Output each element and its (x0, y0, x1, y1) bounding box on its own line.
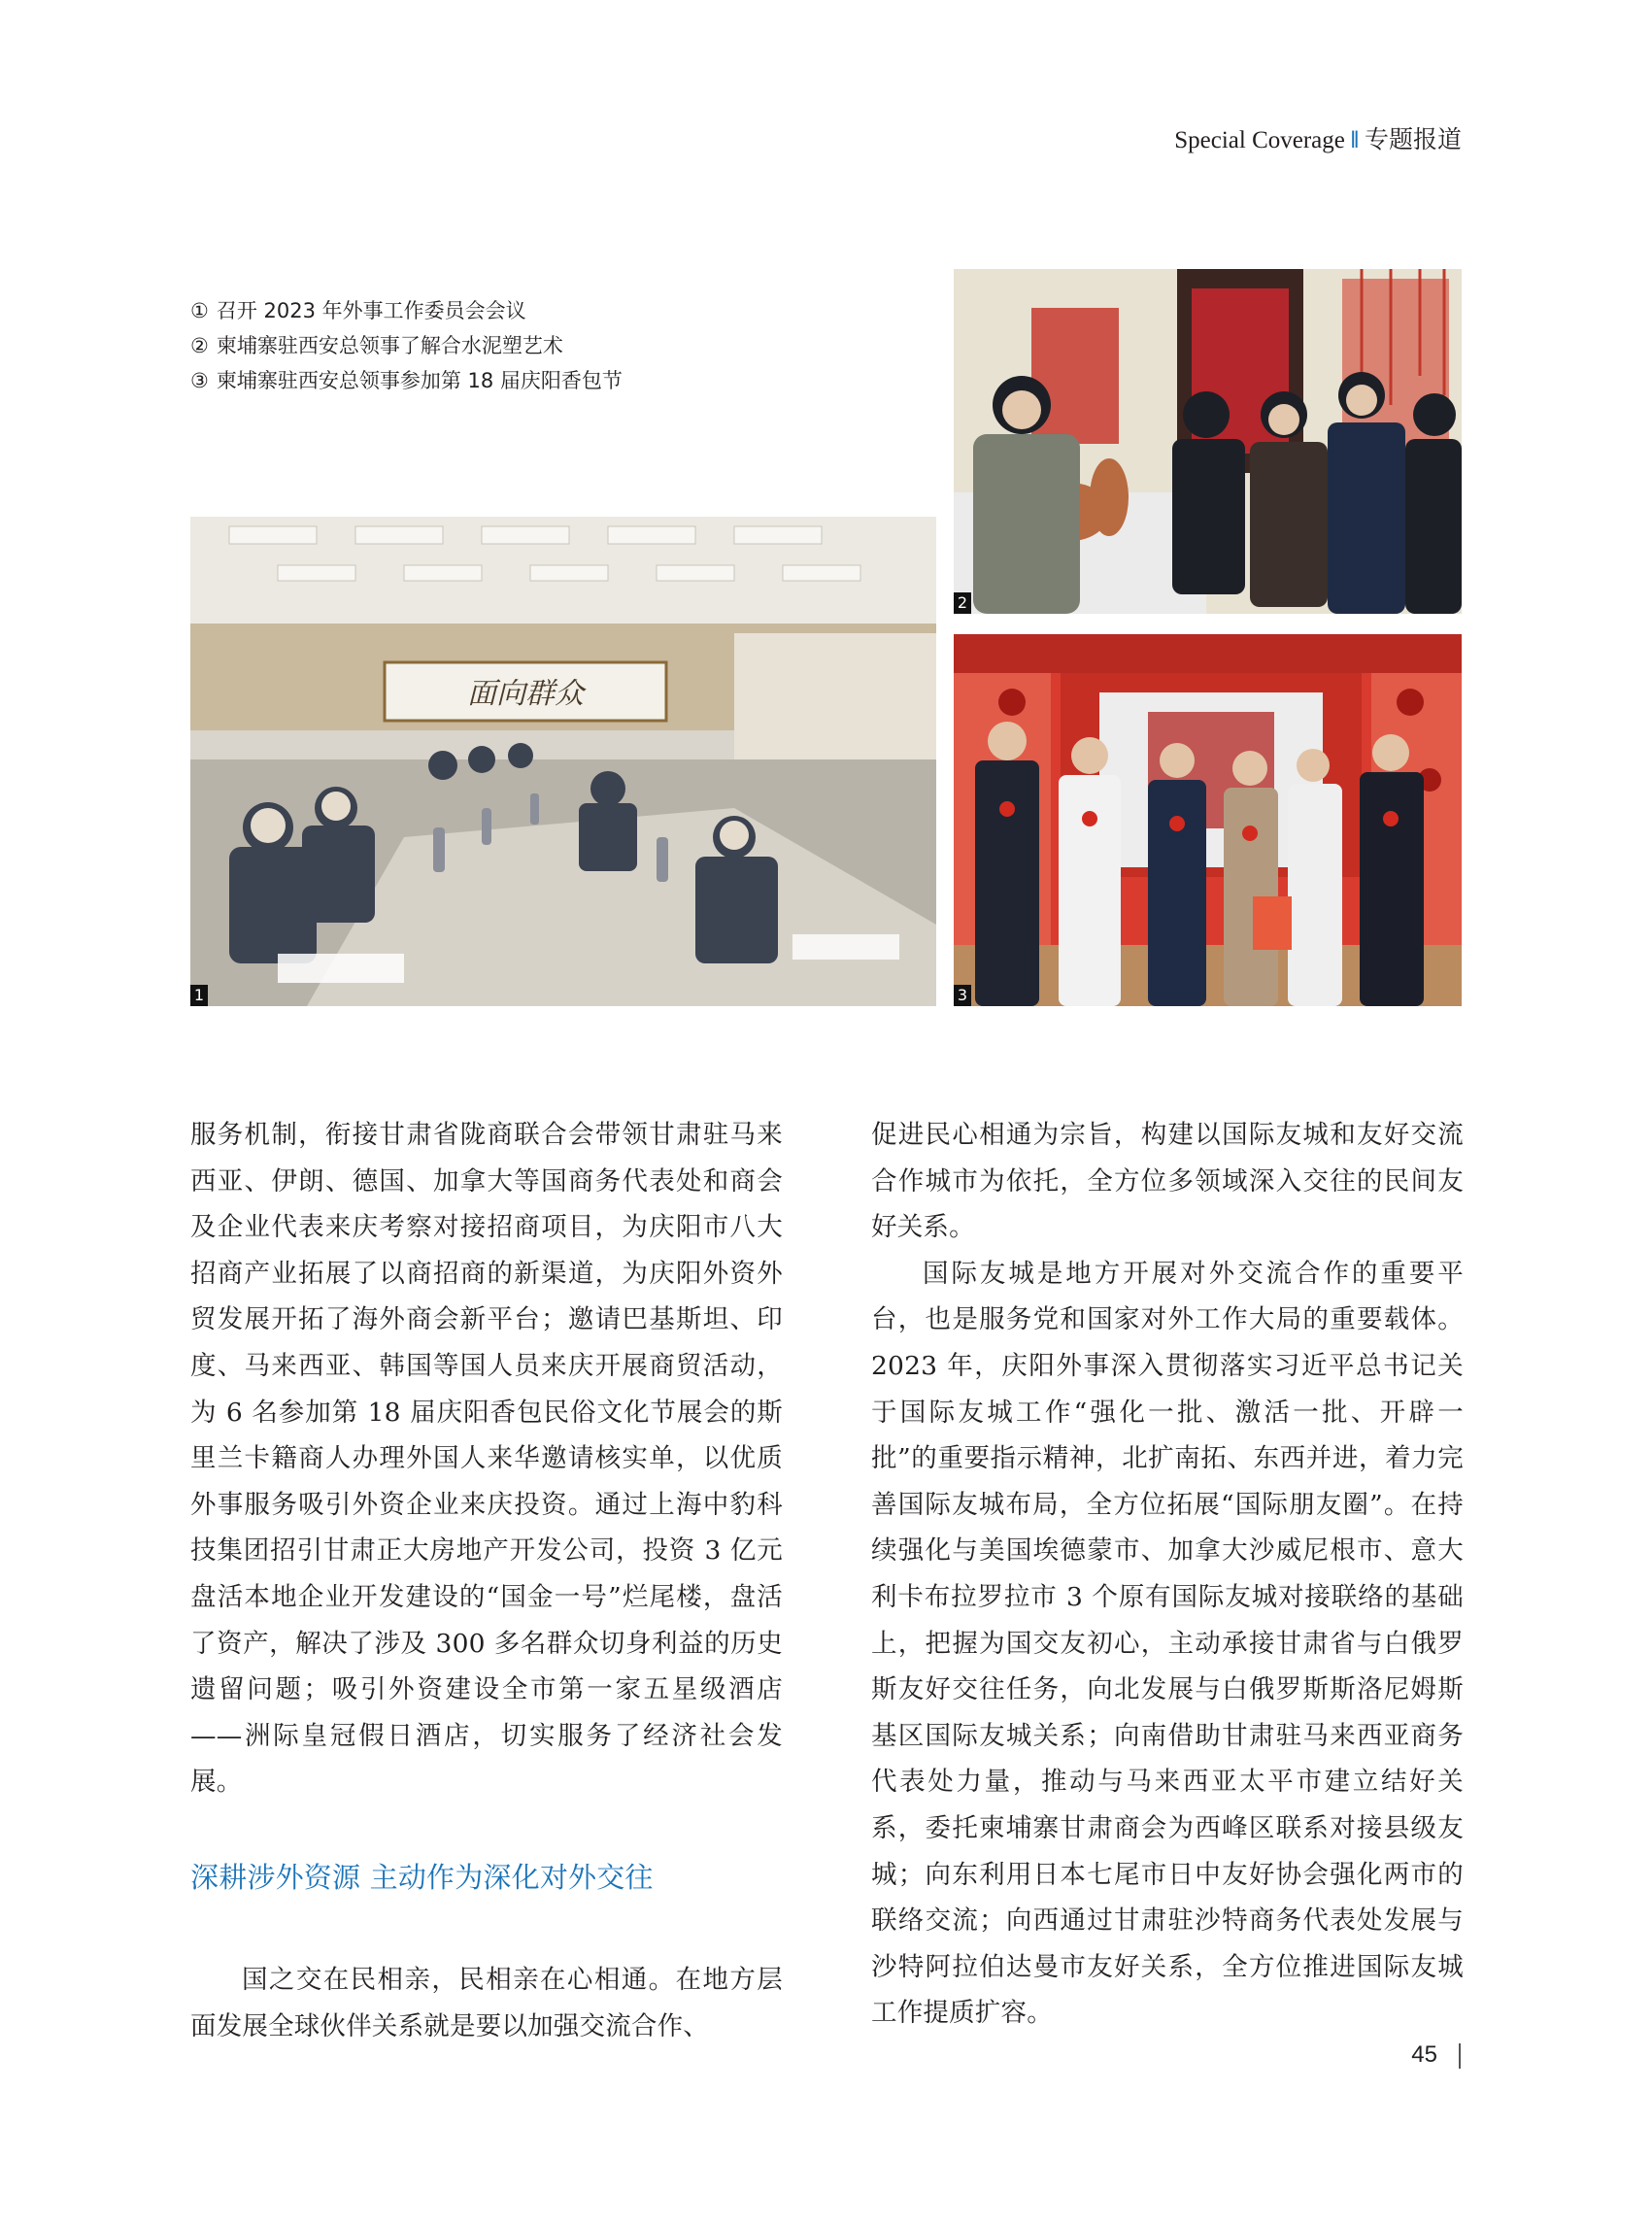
photo-festival-group (954, 634, 1462, 1006)
photo-2-label: 2 (954, 592, 971, 614)
photo-clay-sculpture (954, 269, 1462, 614)
running-header (1174, 120, 1462, 155)
photo-meeting (190, 517, 936, 1006)
caption-3: ③ 柬埔寨驻西安总领事参加第 18 届庆阳香包节 (190, 369, 623, 392)
header-english: Special Coverage (1174, 127, 1345, 153)
left-column (190, 1112, 783, 2049)
page-number-divider (1459, 2043, 1461, 2069)
caption-1: ① 召开 2023 年外事工作委员会会议 (190, 299, 526, 322)
section-heading: 深耕涉外资源 主动作为深化对外交往 (190, 1860, 654, 1894)
caption-2: ② 柬埔寨驻西安总领事了解合水泥塑艺术 (190, 334, 563, 357)
header-chinese: 专题报道 (1364, 125, 1462, 153)
photo-3-label: 3 (954, 985, 971, 1006)
left-paragraph-2: 国之交在民相亲，民相亲在心相通。在地方层面发展全球伙伴关系就是要以加强交流合作、 (190, 1964, 783, 2041)
meeting-banner-text: 面向群众 (467, 677, 584, 711)
right-column (871, 1112, 1464, 2037)
photo-1-label: 1 (190, 985, 208, 1006)
photo-captions (190, 293, 623, 398)
page-number: 45 (1411, 2041, 1437, 2068)
right-paragraph-2: 国际友城是地方开展对外交流合作的重要平台，也是服务党和国家对外工作大局的重要载体。2023 年，庆阳外事深入贯彻落实习近平总书记关于国际友城工作“强化一批、激活一批、开辟一批”的重要指示精神，北扩南拓、东西并进，着力完善国际友城布局，全方位拓展“国际朋友圈”。在持续强化与美国埃德蒙市、加拿大沙威尼根市、意大利卡布拉罗拉市 3 个原有国际友城对接联络的基础上，把握为国交友初心，主动承接甘肃省与白俄罗斯友好交往任务，向北发展与白俄罗斯斯洛尼姆斯基区国际友城关系；向南借助甘肃驻马来西亚商务代表处力量，推动与马来西亚太平市建立结好关系，委托柬埔寨甘肃商会为西峰区联系对接县级友城；向东利用日本七尾市日中友好协会强化两市的联络交流；向西通过甘肃驻沙特商务代表处发展与沙特阿拉伯达曼市友好关系，全方位推进国际友城工作提质扩容。 (871, 1258, 1464, 2029)
header-separator: ‖ (1350, 127, 1359, 153)
left-paragraph-1: 服务机制，衔接甘肃省陇商联合会带领甘肃驻马来西亚、伊朗、德国、加拿大等国商务代表处和商会及企业代表来庆考察对接招商项目，为庆阳市八大招商产业拓展了以商招商的新渠道，为庆阳外资外贸发展开拓了海外商会新平台；邀请巴基斯坦、印度、马来西亚、韩国等国人员来庆开展商贸活动，为 6 名参加第 18 届庆阳香包民俗文化节展会的斯里兰卡籍商人办理外国人来华邀请核实单，以优质外事服务吸引外资企业来庆投资。通过上海中豹科技集团招引甘肃正大房地产开发公司，投资 3 亿元盘活本地企业开发建设的“国金一号”烂尾楼，盘活了资产，解决了涉及 300 多名群众切身利益的历史遗留问题；吸引外资建设全市第一家五星级酒店——洲际皇冠假日酒店，切实服务了经济社会发展。 (190, 1120, 783, 1798)
right-paragraph-1: 促进民心相通为宗旨，构建以国际友城和友好交流合作城市为依托，全方位多领域深入交往的民间友好关系。 (871, 1120, 1464, 1243)
